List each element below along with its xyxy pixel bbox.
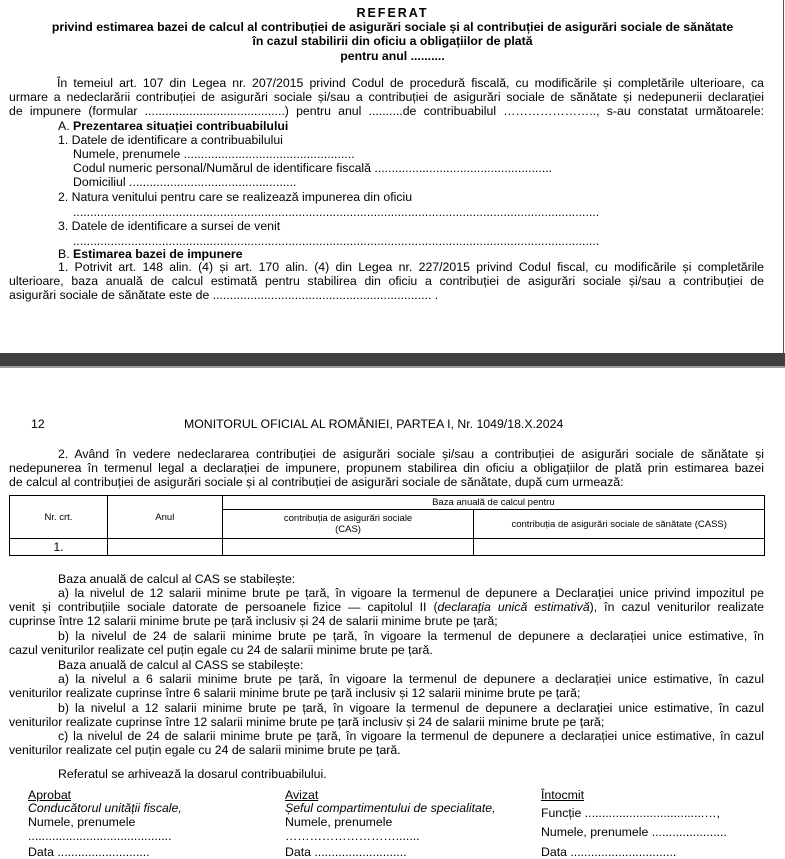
sig-aprobat-role: Conducătorul unității fiscale, [28,801,182,815]
sig-aprobat-date: Data ........................... [28,845,150,859]
row1-anul[interactable] [107,539,222,556]
row1-cas[interactable] [222,539,474,556]
cas-a-line-2: venit și contribuțiile sociale datorate de persoanele fizice — capitolul II (declarația unică estimativă), în cazul veniturilor realizate [9,600,764,614]
doc-subtitle-1: privind estimarea bazei de calcul al contribuției de asigurări sociale și al contribuției de asigurări sociale de sănătate [51,20,734,34]
a2-heading: 2. Natura venitului pentru care se realizează impunerea din oficiu [58,190,413,204]
b1-line-2: ulterioare, baza anuală de calcul estimată pentru stabilirea din oficiu a contribuției de asigurări sociale și/sau a contribuției de [9,274,764,288]
running-header: MONITORUL OFICIAL AL ROMÂNIEI, PARTEA I, Nr. 1049/18.X.2024 [184,417,564,431]
cass-title: Baza anuală de calcul al CASS se stabilește: [58,658,304,672]
header-anul: Anul [107,496,222,539]
a3-heading: 3. Datele de identificare a sursei de venit [58,219,281,233]
doc-title: REFERAT [356,6,429,20]
row1-nr: 1. [10,539,108,556]
row1-cass[interactable] [474,539,765,556]
cass-a-line-1: a) la nivelul a 6 salarii minime brute pe țară, în vigoare la termenul de depunere a declarației unice estimative, în cazul [58,672,764,686]
header-nr-crt: Nr. crt. [10,496,108,539]
cas-a-line-3: cuprinse între 12 salarii minime brute pe țară inclusiv și 24 de salarii minime brute pe țară; [9,614,498,628]
cass-b-line-2: veniturilor realizate cuprinse între 12 salarii minime brute pe țară inclusiv și 24 de salarii minime brute pe țară; [9,715,605,729]
intro-line-2: urmare a nedeclarării contribuției de asigurări sociale și/sau a contribuției de asigurări sociale de sănătate și nedepunerii declarației [9,90,764,104]
p2-line-3: de calcul al contribuției de asigurări sociale și al contribuției de asigurări sociale de sănătate, după cum urmează: [9,475,624,489]
page-separator [0,353,785,366]
cass-c-line-1: c) la nivelul de 24 de salarii minime brute pe țară, în vigoare la termenul de depunere a declarației unice estimative, în cazul [58,729,764,743]
a1-name-field: Numele, prenumele .................................................. [73,147,355,161]
sig-aprobat-dots: .......................................... [28,829,172,843]
a3-dots: .......................................................................................................................................................... [73,234,600,248]
sig-aprobat-name: Numele, prenumele [28,815,136,829]
section-a-heading: A. Prezentarea situației contribuabilului [58,119,289,133]
a1-cnp-field: Codul numeric personal/Numărul de identificare fiscală .................................................... [73,161,553,175]
page-separator-shadow [0,366,785,368]
sig-avizat-name: Numele, prenumele [285,815,393,829]
p2-line-1: 2. Având în vedere nedeclararea contribuției de asigurări sociale și/sau a contribuției de asigurări sociale de sănătate și [58,447,764,461]
a1-heading: 1. Datele de identificare a contribuabilului [58,133,283,147]
cas-b-line-1: b) la nivelul de 24 de salarii minime brute pe țară, în vigoare la termenul de depunere a declarației unice estimative, în [58,629,764,643]
sig-avizat-dots: ………………………....... [285,829,420,843]
p2-line-2: nedepunerea în termenul legal a declarației de impunere, propunem stabilirea din oficiu a obligațiilor de plată prin estimarea bazei [9,461,764,475]
doc-subtitle-3: pentru anul .......... [340,49,445,63]
intro-line-1: În temeiul art. 107 din Legea nr. 207/2015 privind Codul de procedură fiscală, cu modificările și completările ulterioare, ca [57,76,764,90]
sig-intocmit-name: Numele, prenumele ...................... [541,825,727,839]
archive-note: Referatul se arhivează la dosarul contribuabilului. [58,767,327,781]
cass-a-line-2: veniturilor realizate cuprinse între 6 salarii minime brute pe țară inclusiv și 12 salarii minime brute pe țară; [9,686,581,700]
header-cas: contribuția de asigurări sociale (CAS) [222,510,474,539]
sig-intocmit-date: Data ............................... [541,845,677,859]
sig-intocmit-label: Întocmit [541,788,585,802]
sig-avizat-role: Șeful compartimentului de specialitate, [285,801,496,815]
doc-subtitle-2: în cazul stabilirii din oficiu a obligațiilor de plată [252,34,533,48]
cas-b-line-2: cazul veniturilor realizate cel puțin egale cu 24 de salarii minime brute pe țară. [9,643,433,657]
header-baza-anuala: Baza anuală de calcul pentru [222,496,764,510]
cas-a-line-1: a) la nivelul de 12 salarii minime brute pe țară, în vigoare la termenul de depunere a Declarației unice privind impozitul pe [58,586,764,600]
header-cass: contribuția de asigurări sociale de sănătate (CASS) [474,510,765,539]
cass-b-line-1: b) la nivelul a 12 salarii minime brute pe țară, în vigoare la termenul de depunere a declarației unice estimative, în cazul [58,701,764,715]
b1-line-3: asigurări sociale de sănătate este de ................................................................ . [9,288,439,302]
sig-avizat-label: Avizat [285,788,319,802]
b1-line-1: 1. Potrivit art. 148 alin. (4) și art. 170 alin. (4) din Legea nr. 227/2015 privind Codul fiscal, cu modificările și completările [58,260,764,274]
sig-aprobat-label: Aprobat [28,788,72,802]
page-number: 12 [31,417,45,431]
a1-domiciliu-field: Domiciliul ................................................. [73,175,297,189]
section-b-heading: B. Estimarea bazei de impunere [58,247,243,261]
cas-title: Baza anuală de calcul al CAS se stabilește: [58,572,296,586]
contributions-table [9,495,765,556]
intro-line-3: de impunere (formular .........................................) pentru anul ..........de contribuabilul ………………….., s-au constatat următoarele: [9,104,764,118]
sig-avizat-date: Data ........................... [285,845,407,859]
cass-c-line-2: veniturilor realizate cel puțin egale cu 24 de salarii minime brute pe țară. [9,743,401,757]
sig-intocmit-func: Funcție ...................................…, [541,806,721,820]
a2-dots: .......................................................................................................................................................... [73,205,600,219]
